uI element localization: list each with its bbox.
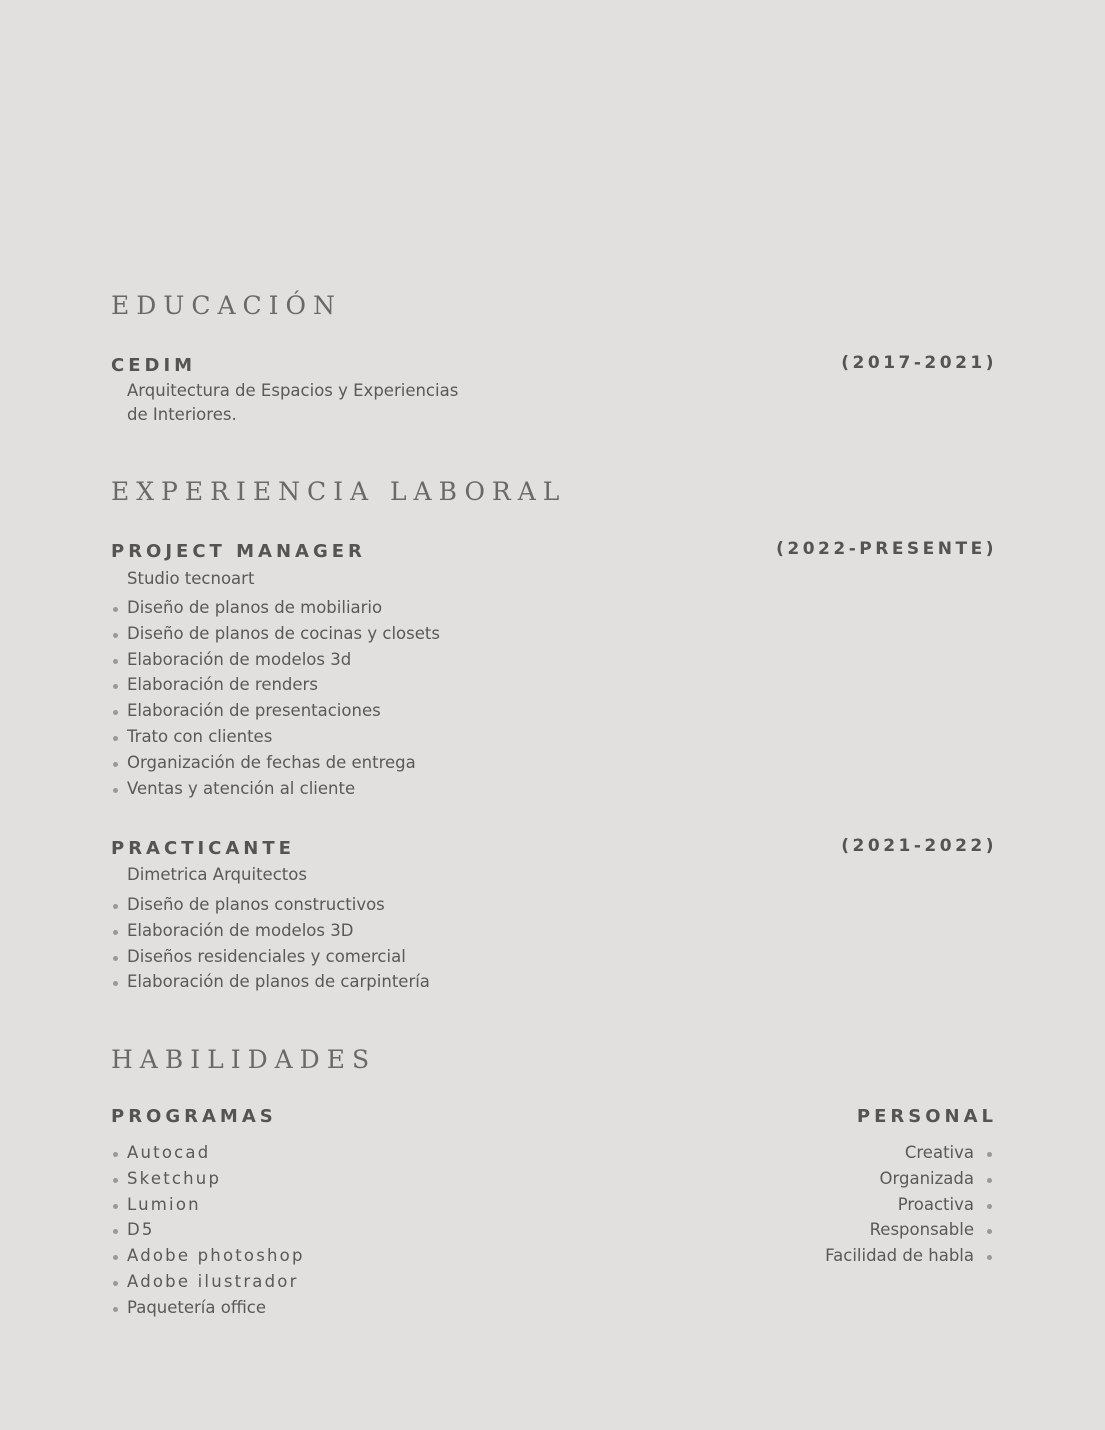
personal-title: PERSONAL [856, 1106, 997, 1127]
list-item: Diseño de planos de mobiliario [111, 600, 440, 626]
list-item: Diseños residenciales y comercial [111, 949, 430, 975]
bullet-icon [987, 1255, 992, 1260]
bullet-icon [113, 930, 118, 935]
list-item: Elaboración de presentaciones [111, 703, 440, 729]
list-item: Proactiva [825, 1197, 995, 1223]
education-date: (2017-2021) [841, 353, 997, 373]
list-item: D5 [111, 1222, 305, 1248]
list-item: Responsable [825, 1222, 995, 1248]
bullet-icon [113, 710, 118, 715]
bullet-icon [113, 1229, 118, 1234]
job-task-list [111, 600, 440, 806]
programs-list [111, 1145, 305, 1326]
bullet-icon [113, 1281, 118, 1286]
job-title: PRACTICANTE [111, 838, 295, 859]
list-item: Paquetería office [111, 1300, 305, 1326]
bullet-icon [113, 1307, 118, 1312]
list-item: Elaboración de modelos 3D [111, 923, 430, 949]
list-item: Lumion [111, 1197, 305, 1223]
list-item: Ventas y atención al cliente [111, 781, 440, 807]
list-item: Organización de fechas de entrega [111, 755, 440, 781]
list-item: Adobe photoshop [111, 1248, 305, 1274]
degree-line: Arquitectura de Espacios y Experiencias [127, 381, 459, 400]
bullet-icon [113, 1178, 118, 1183]
bullet-icon [113, 904, 118, 909]
bullet-icon [113, 1255, 118, 1260]
education-heading: EDUCACIÓN [111, 291, 342, 320]
bullet-icon [113, 762, 118, 767]
bullet-icon [113, 788, 118, 793]
job-company: Studio tecnoart [127, 569, 255, 588]
list-item: Organizada [825, 1171, 995, 1197]
bullet-icon [113, 607, 118, 612]
bullet-icon [987, 1178, 992, 1183]
list-item: Elaboración de planos de carpintería [111, 974, 430, 1000]
experience-heading: EXPERIENCIA LABORAL [111, 477, 567, 506]
job-title: PROJECT MANAGER [111, 541, 366, 562]
list-item: Diseño de planos de cocinas y closets [111, 626, 440, 652]
list-item: Elaboración de renders [111, 677, 440, 703]
bullet-icon [987, 1204, 992, 1209]
list-item: Elaboración de modelos 3d [111, 652, 440, 678]
bullet-icon [113, 956, 118, 961]
bullet-icon [987, 1229, 992, 1234]
degree-line: de Interiores. [127, 405, 237, 424]
bullet-icon [113, 633, 118, 638]
bullet-icon [113, 684, 118, 689]
list-item: Trato con clientes [111, 729, 440, 755]
bullet-icon [113, 736, 118, 741]
job-date: (2022-PRESENTE) [776, 539, 997, 559]
programs-title: PROGRAMAS [111, 1106, 277, 1127]
list-item: Sketchup [111, 1171, 305, 1197]
list-item: Autocad [111, 1145, 305, 1171]
list-item: Adobe ilustrador [111, 1274, 305, 1300]
bullet-icon [113, 659, 118, 664]
list-item: Facilidad de habla [825, 1248, 995, 1274]
list-item: Creativa [825, 1145, 995, 1171]
bullet-icon [113, 1152, 118, 1157]
personal-list [825, 1145, 995, 1274]
bullet-icon [987, 1152, 992, 1157]
bullet-icon [113, 981, 118, 986]
bullet-icon [113, 1204, 118, 1209]
list-item: Diseño de planos constructivos [111, 897, 430, 923]
job-date: (2021-2022) [841, 836, 997, 856]
job-task-list [111, 897, 430, 1000]
skills-heading: HABILIDADES [111, 1045, 377, 1074]
job-company: Dimetrica Arquitectos [127, 865, 307, 884]
school-name: CEDIM [111, 355, 197, 376]
